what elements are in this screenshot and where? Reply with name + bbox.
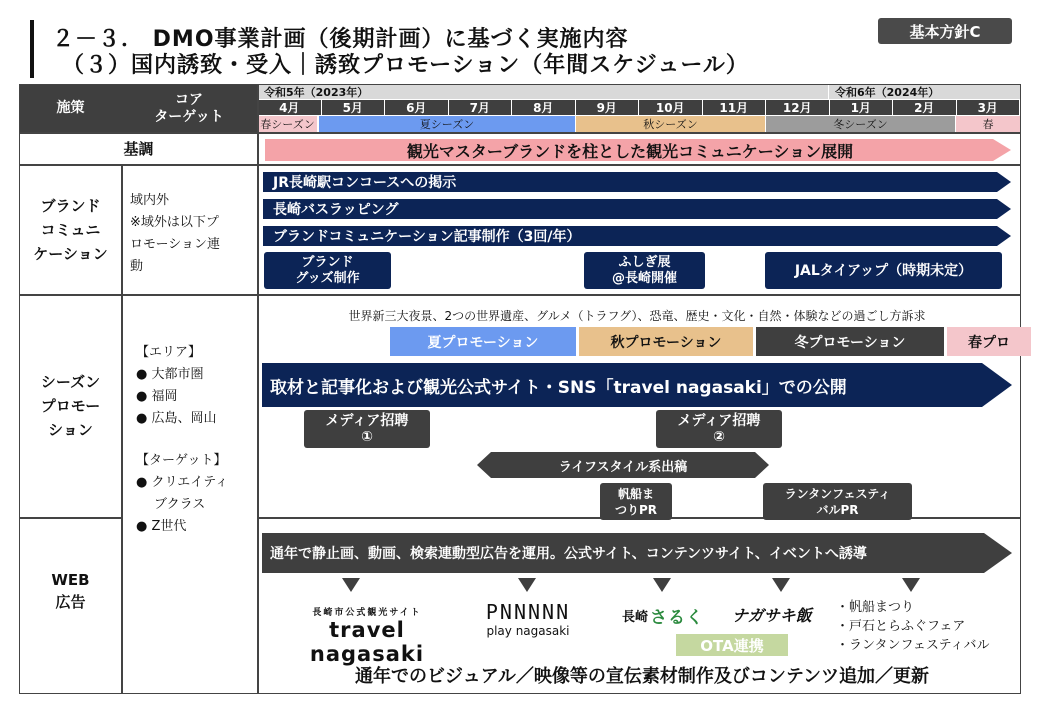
month-cell: 8月	[512, 100, 575, 115]
brand-goods-line2: グッズ制作	[295, 270, 360, 286]
month-cell: 9月	[576, 100, 639, 115]
brand-label-line1: ブランド	[40, 196, 101, 215]
title-accent-bar	[30, 20, 34, 78]
media-invite-1-line1: メディア招聘	[325, 413, 409, 429]
media-invite-2-line2: ②	[713, 429, 725, 445]
row-divider	[20, 294, 1021, 296]
play-logo-mark: PNNNNN	[485, 600, 571, 624]
policy-badge: 基本方針C	[878, 18, 1012, 44]
media-invite-2-line1: メディア招聘	[677, 413, 761, 429]
target-item: ● Z世代	[136, 519, 187, 534]
brand-label-line2: コミュニ	[40, 220, 101, 239]
month-cell: 5月	[322, 100, 385, 115]
page-title: ２－３． DMO事業計画（後期計画）に基づく実施内容	[52, 27, 629, 52]
page-subtitle: （３）国内誘致・受入｜誘致プロモーション（年間スケジュール）	[62, 53, 749, 78]
lantern-pr-line1: ランタンフェスティ	[784, 486, 891, 501]
target-title: 【ターゲット】	[136, 453, 227, 468]
header-core-line1: コア	[175, 91, 203, 108]
brand-arrow-jr-text: JR長崎駅コンコースへの掲示	[273, 175, 457, 191]
season-promo-label	[20, 295, 121, 517]
month-cell: 2月	[893, 100, 956, 115]
brand-core-line4: 動	[130, 259, 144, 274]
event-item: ・ランタンフェスティバル	[836, 638, 990, 653]
season-summer: 夏シーズン	[319, 116, 575, 132]
area-title: 【エリア】	[136, 345, 202, 360]
area-item: ● 福岡	[136, 389, 178, 404]
pointer-triangle	[772, 578, 790, 592]
pointer-triangle	[342, 578, 360, 592]
brand-arrow-bus	[263, 197, 1011, 221]
brand-arrow-jr	[263, 170, 1011, 194]
web-label	[20, 518, 121, 693]
lantern-pr-line2: バルPR	[816, 502, 859, 517]
row-divider	[20, 164, 1021, 166]
media-invite-2	[656, 410, 782, 448]
keynote-label: 基調	[123, 139, 154, 158]
event-list	[836, 598, 1020, 655]
fushigi-line2: @長崎開催	[611, 270, 677, 286]
season-winter: 冬シーズン	[766, 116, 955, 132]
season-promo-line2: プロモー	[40, 397, 101, 415]
nagasaki-sarku-logo	[622, 600, 718, 630]
month-cell: 12月	[766, 100, 829, 115]
web-label-line1: WEB	[51, 570, 90, 589]
pointer-triangle	[653, 578, 671, 592]
coverage-arrow	[262, 360, 1012, 410]
brand-label-line3: ケーション	[33, 244, 108, 263]
season-intro-text: 世界新三大夜景、2つの世界遺産、グルメ（トラフグ）、恐竜、歴史・文化・自然・体験などの過ごし方訴求	[348, 309, 926, 323]
lantern-pr-box	[763, 483, 912, 520]
brand-core-target	[130, 190, 255, 278]
season-promo-line1: シーズン	[40, 373, 101, 391]
month-cell: 4月	[258, 100, 321, 115]
season-spring: 春シーズン	[258, 116, 317, 132]
promo-spring: 春プロ	[947, 327, 1031, 356]
fushigi-box	[584, 252, 705, 289]
fushigi-line1: ふしぎ展	[618, 254, 671, 270]
travel-logo-caption: 長崎市公式観光サイト	[312, 608, 422, 618]
brand-core-line3: ロモーション連	[130, 237, 220, 252]
web-arrow-text: 通年で静止画、動画、検索連動型広告を運用。公式サイト、コンテンツサイト、イベントへ誘導	[270, 546, 867, 562]
month-cell: 6月	[385, 100, 448, 115]
header-measure: 施策	[20, 85, 121, 132]
event-item: ・帆船まつり	[836, 600, 915, 615]
month-cell: 3月	[957, 100, 1020, 115]
sarku-logo-b: さるく	[650, 607, 705, 628]
target-item: ● クリエイティ	[136, 475, 229, 490]
hansen-pr-line2: つりPR	[614, 502, 658, 517]
year-2023: 令和5年（2023年）	[258, 85, 828, 99]
keynote-arrow-text: 観光マスターブランドを柱とした観光コミュニケーション展開	[406, 141, 854, 161]
lifestyle-arrow	[477, 451, 769, 479]
area-item: ● 広島、岡山	[136, 411, 217, 426]
play-logo-text: play nagasaki	[486, 624, 570, 638]
header-core-target	[121, 85, 257, 132]
target-item-cont: ブクラス	[154, 497, 206, 512]
brand-goods-line1: ブランド	[301, 254, 354, 270]
ota-badge: OTA連携	[676, 634, 788, 656]
coverage-arrow-text: 取材と記事化および観光公式サイト・SNS「travel nagasaki」での公開	[270, 377, 847, 398]
col-divider	[121, 164, 123, 693]
month-cell: 11月	[703, 100, 766, 115]
sarku-logo-a: 長崎	[622, 609, 649, 625]
year-2024: 令和6年（2024年）	[829, 85, 1020, 99]
pointer-triangle	[518, 578, 536, 592]
season-autumn: 秋シーズン	[576, 116, 765, 132]
brand-arrow-bus-text: 長崎バスラッピング	[273, 202, 399, 218]
web-bottom-text: 通年でのビジュアル／映像等の宣伝素材制作及びコンテンツ追加／更新	[354, 666, 930, 687]
month-cell: 1月	[830, 100, 893, 115]
pointer-triangle	[902, 578, 920, 592]
brand-arrow-article-text: ブランドコミュニケーション記事制作（3回/年）	[273, 229, 581, 245]
media-invite-1	[304, 410, 430, 448]
nagasaki-meshi-logo: ナガサキ飯	[732, 606, 812, 625]
play-nagasaki-logo	[478, 600, 578, 638]
brand-core-line2: ※域外は以下プ	[130, 215, 219, 230]
lifestyle-arrow-text: ライフスタイル系出稿	[558, 459, 688, 475]
brand-arrow-article	[263, 224, 1011, 248]
web-arrow	[262, 530, 1012, 576]
season-promo-line3: ション	[48, 421, 93, 439]
promo-autumn: 秋プロモーション	[579, 327, 753, 356]
hansen-pr-line1: 帆船ま	[617, 486, 654, 501]
area-item: ● 大都市圏	[136, 367, 204, 382]
season-spring-2: 春	[956, 116, 1020, 132]
hansen-pr-box	[600, 483, 672, 520]
core-target-detail	[136, 342, 256, 538]
travel-logo-text: travel nagasaki	[309, 618, 425, 666]
brand-label	[20, 165, 121, 294]
col-divider	[257, 85, 259, 693]
web-label-line2: 広告	[55, 592, 86, 611]
promo-summer: 夏プロモーション	[390, 327, 576, 356]
travel-nagasaki-logo	[272, 605, 462, 666]
event-item: ・戸石とらふぐフェア	[836, 619, 966, 634]
brand-goods-box	[264, 252, 391, 289]
keynote-arrow	[265, 137, 1011, 163]
brand-core-line1: 域内外	[130, 193, 170, 208]
jal-box: JALタイアップ（時期未定）	[765, 252, 1002, 289]
promo-winter: 冬プロモーション	[756, 327, 944, 356]
month-cell: 10月	[639, 100, 702, 115]
header-core-line2: ターゲット	[154, 108, 224, 125]
media-invite-1-line2: ①	[361, 429, 373, 445]
month-cell: 7月	[449, 100, 512, 115]
